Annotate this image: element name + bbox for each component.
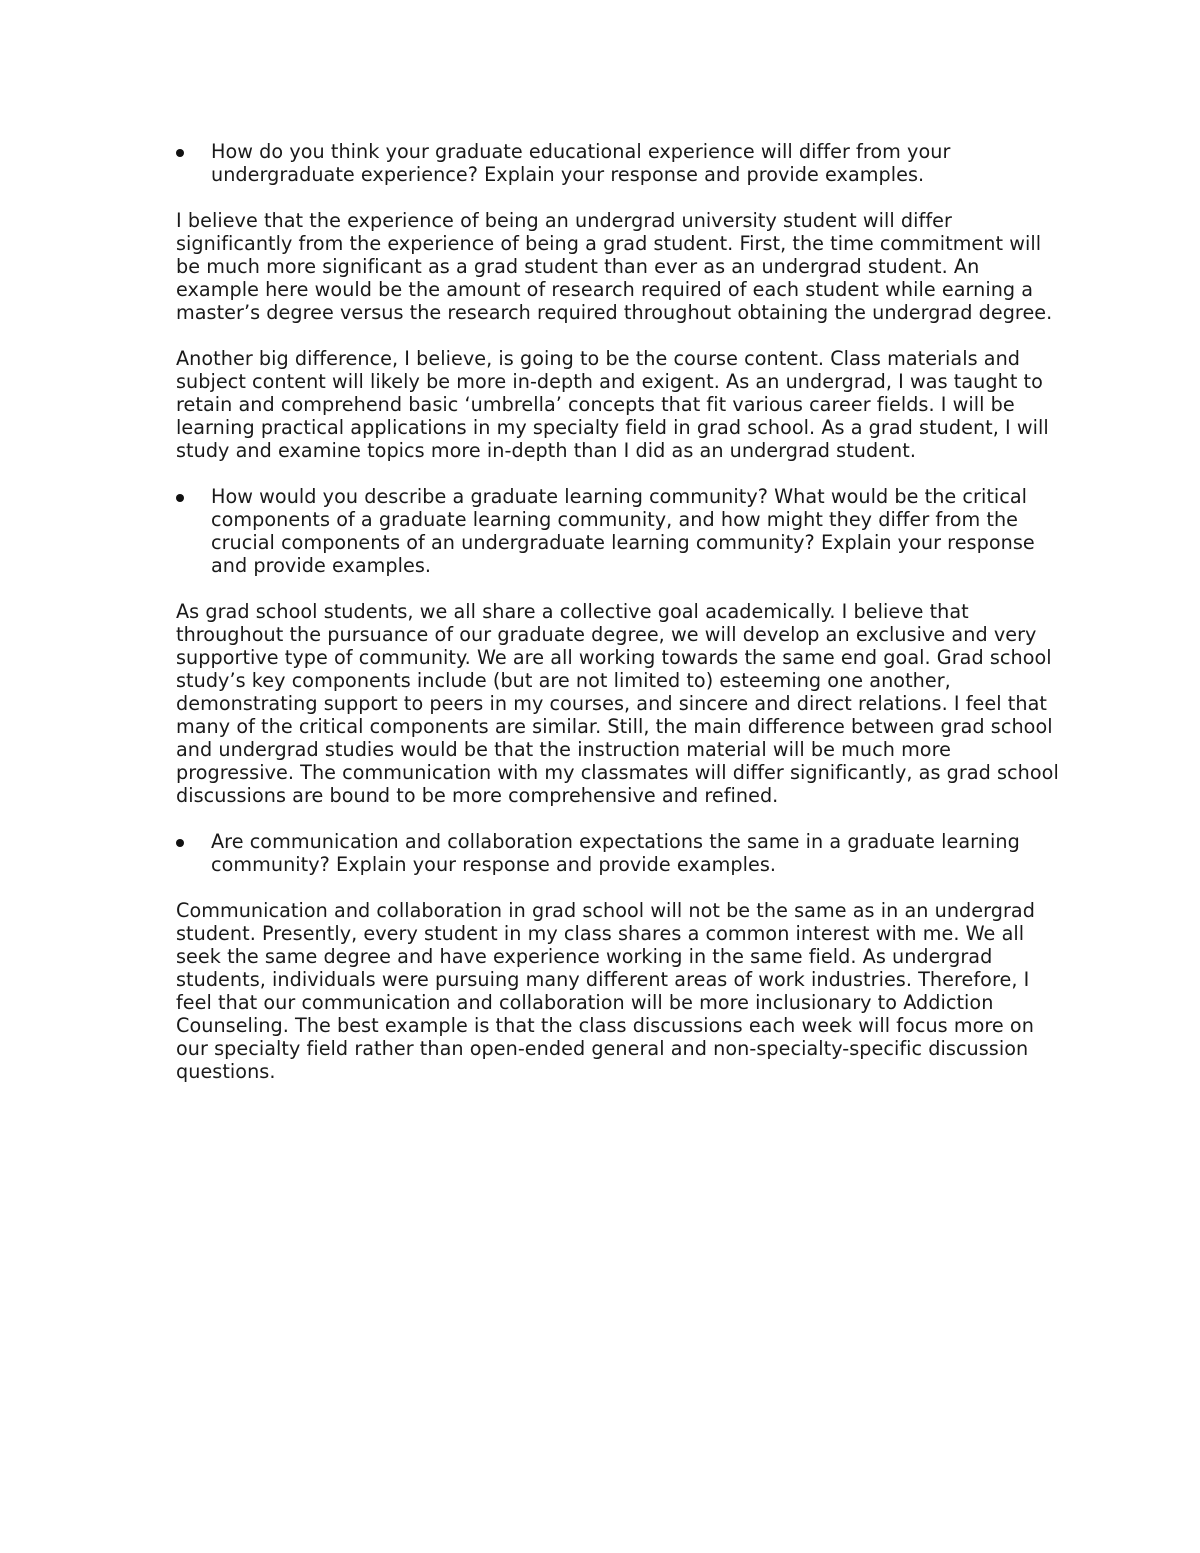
question-3: [176, 830, 1066, 876]
question-text: How do you think your graduate educational experience will differ from your undergraduate experience? Explain your response and provide examples.: [211, 140, 951, 186]
document-page: [176, 140, 1066, 1106]
question-text: How would you describe a graduate learning community? What would be the critical components of a graduate learning community, and how might they differ from the crucial components of an undergraduate learning community? Explain your response and provide examples.: [211, 485, 1035, 577]
bullet-icon: [176, 839, 184, 847]
answer-paragraph: As grad school students, we all share a collective goal academically. I believe that throughout the pursuance of our graduate degree, we will develop an exclusive and very supportive type of community. We are all working towards the same end goal. Grad school study’s key components include (but are not limited to) esteeming one another, demonstrating support to peers in my courses, and sincere and direct relations. I feel that many of the critical components are similar. Still, the main difference between grad school and undergrad studies would be that the instruction material will be much more progressive. The communication with my classmates will differ significantly, as grad school discussions are bound to be more comprehensive and refined.: [176, 600, 1059, 807]
answer-paragraph: Another big difference, I believe, is going to be the course content. Class materials and subject content will likely be more in-depth and exigent. As an undergrad, I was taught to retain and comprehend basic ‘umbrella’ concepts that fit various career fields. I will be learning practical applications in my specialty field in grad school. As a grad student, I will study and examine topics more in-depth than I did as an undergrad student.: [176, 347, 1049, 462]
answer-paragraph: Communication and collaboration in grad school will not be the same as in an undergrad student. Presently, every student in my class shares a common interest with me. We all seek the same degree and have experience working in the same field. As undergrad students, individuals were pursuing many different areas of work industries. Therefore, I feel that our communication and collaboration will be more inclusionary to Addiction Counseling. The best example is that the class discussions each week will focus more on our specialty field rather than open-ended general and non-specialty-specific discussion questions.: [176, 899, 1035, 1083]
question-1: [176, 140, 1066, 186]
question-text: Are communication and collaboration expectations the same in a graduate learning community? Explain your response and provide examples.: [211, 830, 1020, 876]
answer-paragraph: I believe that the experience of being an undergrad university student will differ significantly from the experience of being a grad student. First, the time commitment will be much more significant as a grad student than ever as an undergrad student. An example here would be the amount of research required of each student while earning a master’s degree versus the research required throughout obtaining the undergrad degree.: [176, 209, 1053, 324]
question-2: [176, 485, 1066, 577]
bullet-icon: [176, 494, 184, 502]
bullet-icon: [176, 149, 184, 157]
